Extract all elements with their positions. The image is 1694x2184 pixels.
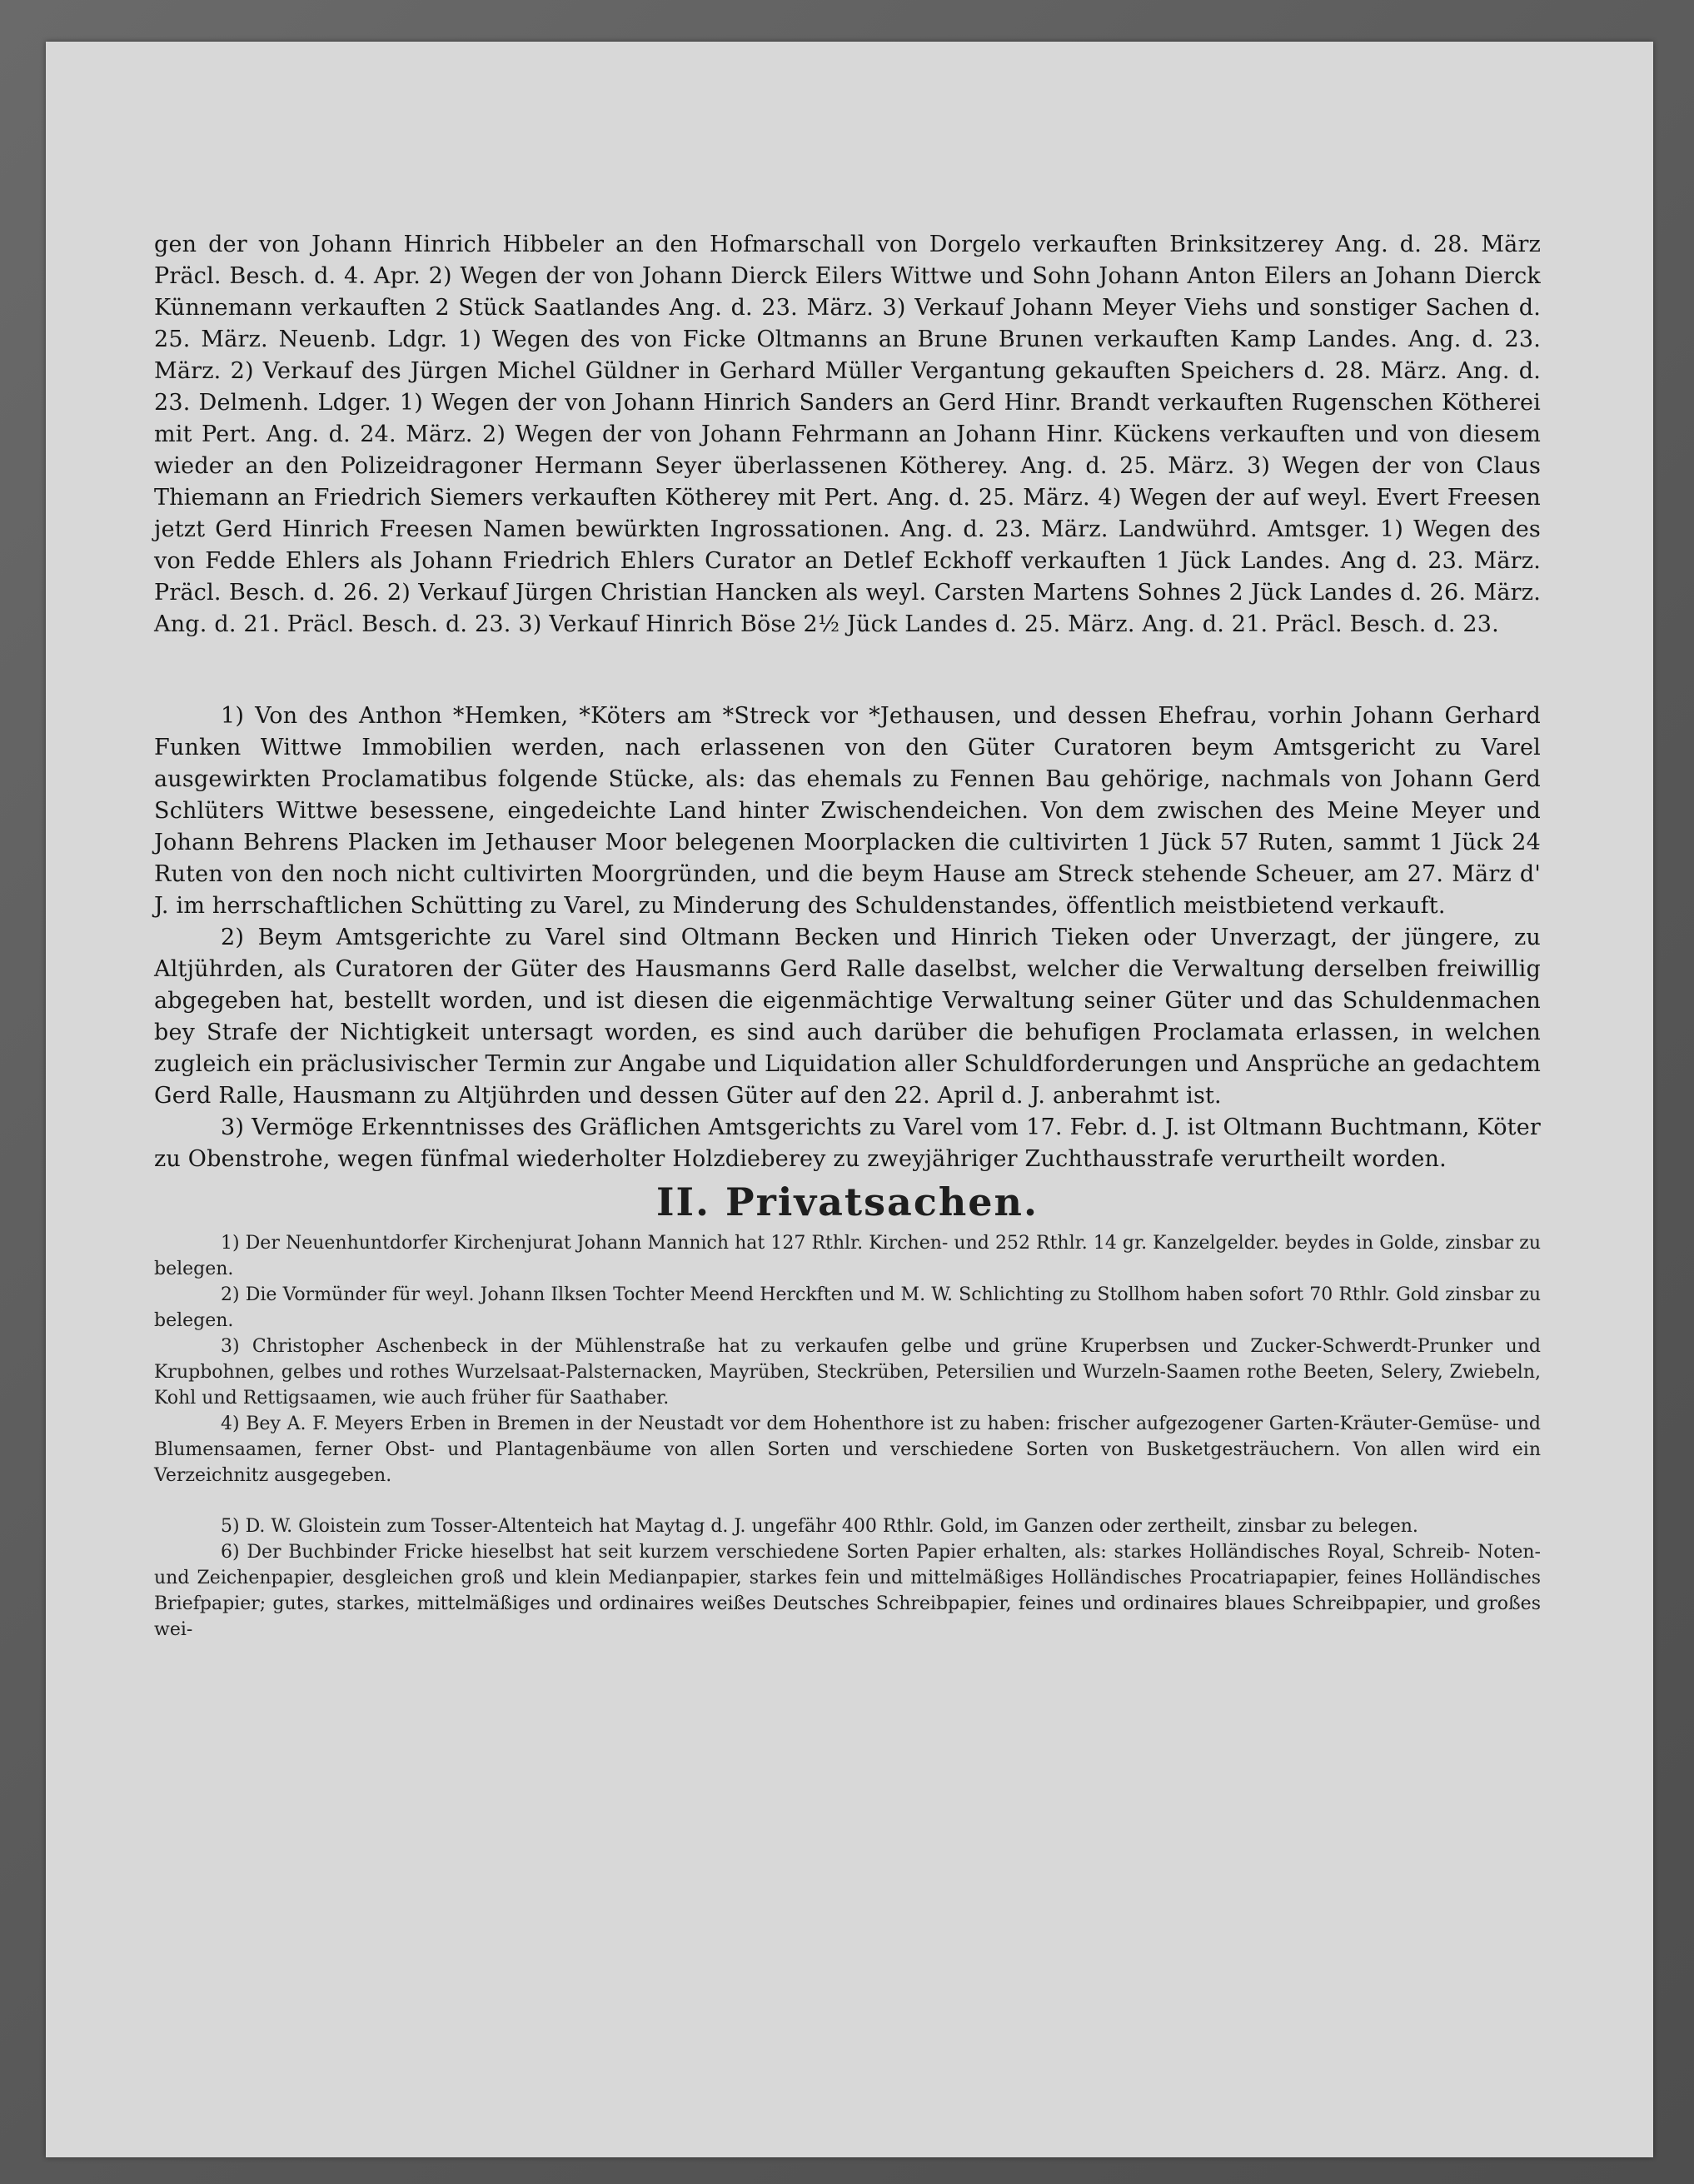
announcement-paragraph-continued: gen der von Johann Hinrich Hibbeler an den Hofmarschall von Dorgelo verkauften Brinksitzerey Ang. d. 28. März Präcl. Besch. d. 4. Apr. 2) Wegen der von Johann Dierck Eilers Wittwe und Sohn Johann Anton Eilers an Johann Dierck Künnemann verkauften 2 Stück Saatlandes Ang. d. 23. März. 3) Verkauf Johann Meyer Viehs und sonstiger Sachen d. 25. März. Neuenb. Ldgr. 1) Wegen des von Ficke Oltmanns an Brune Brunen verkauften Kamp Landes. Ang. d. 23. März. 2) Verkauf des Jürgen Michel Güldner in Gerhard Müller Vergantung gekauften Speichers d. 28. März. Ang. d. 23. Delmenh. Ldger. 1) Wegen der von Johann Hinrich Sanders an Gerd Hinr. Brandt verkauften Rugenschen Kötherei mit Pert. Ang. d. 24. März. 2) Wegen der von Johann Fehrmann an Johann Hinr. Kückens verkauften und von diesem wieder an den Polizeidragoner Hermann Seyer überlassenen Kötherey. Ang. d. 25. März. 3) Wegen der von Claus Thiemann an Friedrich Siemers verkauften Kötherey mit Pert. Ang. d. 25. März. 4) Wegen der auf weyl. Evert Freesen jetzt Gerd Hinrich Freesen Namen bewürkten Ingrossationen. Ang. d. 23. März. Landwührd. Amtsger. 1) Wegen des von Fedde Ehlers als Johann Friedrich Ehlers Curator an Detlef Eckhoff verkauften 1 Jück Landes. Ang d. 23. März. Präcl. Besch. d. 26. 2) Verkauf Jürgen Christian Hancken als weyl. Carsten Martens Sohnes 2 Jück Landes d. 26. März. Ang. d. 21. Präcl. Besch. d. 23. 3) Verkauf Hinrich Böse 2½ Jück Landes d. 25. März. Ang. d. 21. Präcl. Besch. d. 23. [154,232,1541,637]
private-item-2: 2) Die Vormünder für weyl. Johann Ilksen Tochter Meend Herckften und M. W. Schlichting zu Stollhom haben sofort 70 Rthlr. Gold zinsbar zu belegen. [154,1284,1541,1331]
private-item-4: 4) Bey A. F. Meyers Erben in Bremen in der Neustadt vor dem Hohenthore ist zu haben: frischer aufgezogener Garten-Kräuter-Gemüse- und Blumensaamen, ferner Obst- und Plantagenbäume von allen Sorten und verschiedene Sorten von Busketgesträuchern. Von allen wird ein Verzeichnitz ausgegeben. [154,1414,1541,1486]
announcement-paragraph-2: 2) Beym Amtsgerichte zu Varel sind Oltmann Becken und Hinrich Tieken oder Unverzagt, der jüngere, zu Altjührden, als Curatoren der Güter des Hausmanns Gerd Ralle daselbst, welcher die Verwaltung derselben freiwillig abgegeben hat, bestellt worden, und ist diesen die eigenmächtige Verwaltung seiner Güter und das Schuldenmachen bey Strafe der Nichtigkeit untersagt worden, es sind auch darüber die behufigen Proclamata erlassen, in welchen zugleich ein präclusivischer Termin zur Angabe und Liquidation aller Schuldforderungen und Ansprüche an gedachtem Gerd Ralle, Hausmann zu Altjührden und dessen Güter auf den 22. April d. J. anberahmt ist. [154,925,1541,1109]
announcement-paragraph-3: 3) Vermöge Erkenntnisses des Gräflichen Amtsgerichts zu Varel vom 17. Febr. d. J. ist Oltmann Buchtmann, Köter zu Obenstrohe, wegen fünfmal wiederholter Holzdieberey zu zweyjähriger Zuchthausstrafe verurtheilt worden. [154,1114,1541,1172]
private-item-5: 5) D. W. Gloistein zum Tosser-Altenteich hat Maytag d. J. ungefähr 400 Rthlr. Gold, im Ganzen oder zertheilt, zinsbar zu belegen. [221,1516,1418,1537]
private-item-1: 1) Der Neuenhuntdorfer Kirchenjurat Johann Mannich hat 127 Rthlr. Kirchen- und 252 Rthlr. 14 gr. Kanzelgelder. beydes in Golde, zinsbar zu belegen. [154,1233,1541,1279]
document-page [46,42,1653,2157]
private-item-6: 6) Der Buchbinder Fricke hieselbst hat seit kurzem verschiedene Sorten Papier erhalten, als: starkes Holländisches Royal, Schreib- Noten- und Zeichenpapier, desgleichen groß und klein Medianpapier, starkes fein und mittelmäßiges Holländisches Procatriapapier, feines Holländisches Briefpapier; gutes, starkes, mittelmäßiges und ordinaires weißes Deutsches Schreibpapier, feines und ordinaires blaues Schreibpapier, und großes wei- [154,1542,1541,1640]
section-title: II. Privatsachen. [655,1179,1039,1224]
announcement-paragraph-1: 1) Von des Anthon *Hemken, *Köters am *Streck vor *Jethausen, und dessen Ehefrau, vorhin Johann Gerhard Funken Wittwe Immobilien werden, nach erlassenen von den Güter Curatoren beym Amtsgericht zu Varel ausgewirkten Proclamatibus folgende Stücke, als: das ehemals zu Fennen Bau gehörige, nachmals von Johann Gerd Schlüters Wittwe besessene, eingedeichte Land hinter Zwischendeichen. Von dem zwischen des Meine Meyer und Johann Behrens Placken im Jethauser Moor belegenen Moorplacken die cultivirten 1 Jück 57 Ruten, sammt 1 Jück 24 Ruten von den noch nicht cultivirten Moorgründen, und die beym Hause am Streck stehende Scheuer, am 27. März d' J. im herrschaftlichen Schütting zu Varel, zu Minderung des Schuldenstandes, öffentlich meistbietend verkauft. [154,703,1541,919]
private-item-3: 3) Christopher Aschenbeck in der Mühlenstraße hat zu verkaufen gelbe und grüne Kruperbsen und Zucker-Schwerdt-Prunker und Krupbohnen, gelbes und rothes Wurzelsaat-Palsternacken, Mayrüben, Steckrüben, Petersilien und Wurzeln-Saamen rothe Beeten, Selery, Zwiebeln, Kohl und Rettigsaamen, wie auch früher für Saathaber. [154,1336,1541,1409]
page-text-block [154,229,1541,1643]
